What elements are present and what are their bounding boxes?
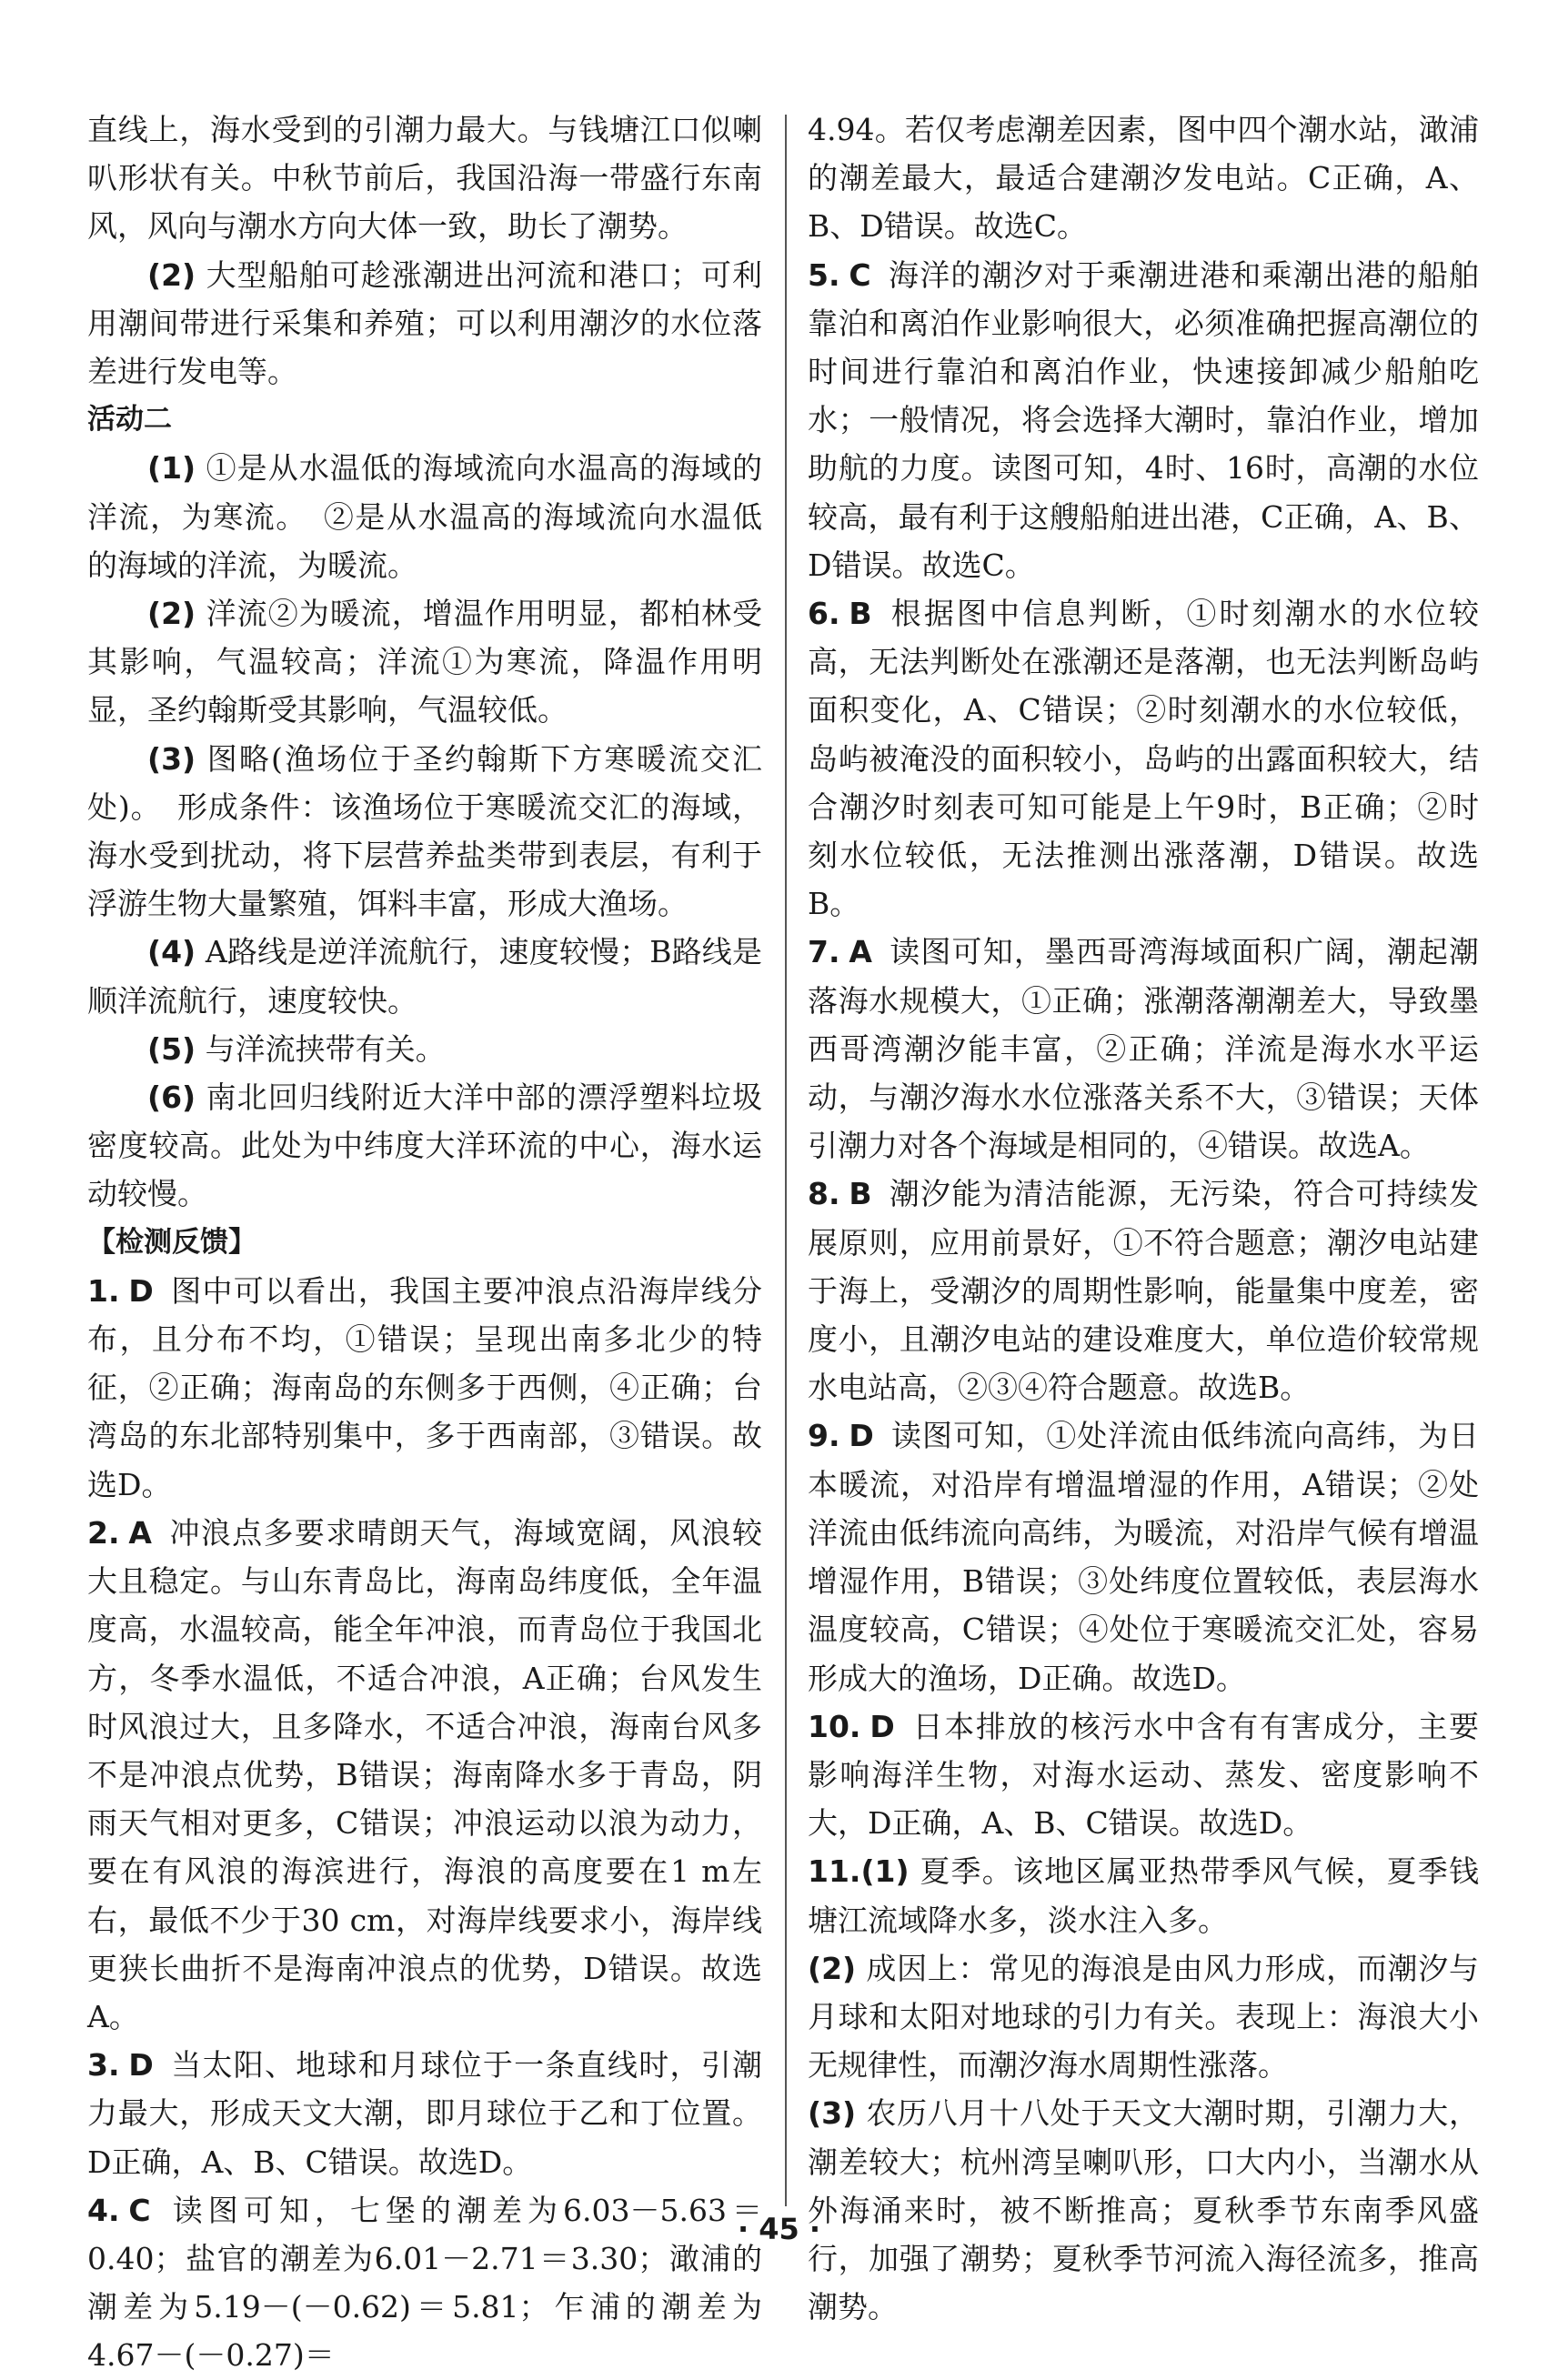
question-answer: 7. A 读图可知，墨西哥湾海域面积广阔，潮起潮落海水规模大，①正确；涨潮落潮潮差大，导致墨西哥湾潮汐能丰富，②正确；洋流是海水水平运动，与潮汐海水水位涨落关系不大，③错误；天体引潮力对各个海域是相同的，④错误。故选A。 [808,934,1479,1164]
paragraph-continuation: 4.94。若仅考虑潮差因素，图中四个潮水站，澉浦的潮差最大，最适合建潮汐发电站。C正确，A、B、D错误。故选C。 [808,112,1479,245]
answer-item: (3) 图略(渔场位于圣约翰斯下方寒暖流交汇处)。 形成条件：该渔场位于寒暖流交汇的海域，海水受到扰动，将下层营养盐类带到表层，有利于浮游生物大量繁殖，饵料丰富，形成大渔场。 [87,740,762,922]
answer-item: (2) 洋流②为暖流，增温作用明显，都柏林受其影响，气温较高；洋流①为寒流，降温作用明显，圣约翰斯受其影响，气温较低。 [87,596,762,728]
question-answer: 6. B 根据图中信息判断，①时刻潮水的水位较高，无法判断处在涨潮还是落潮，也无法判断岛屿面积变化，A、C错误；②时刻潮水的水位较低，岛屿被淹没的面积较小，岛屿的出露面积较大，结合潮汐时刻表可知可能是上午9时，B正确；②时刻水位较低，无法推测出涨落潮，D错误。故选B。 [808,596,1479,922]
question-answer: 1. D 图中可以看出，我国主要冲浪点沿海岸线分布，且分布不均，①错误；呈现出南多北少的特征，②正确；海南岛的东侧多于西侧，④正确；台湾岛的东北部特别集中，多于西南部，③错误。故选D。 [87,1272,762,1502]
question-answer: 3. D 当太阳、地球和月球位于一条直线时，引潮力最大，形成天文大潮，即月球位于乙和丁位置。D正确，A、B、C错误。故选D。 [87,2047,762,2180]
answer-item: (2) 大型船舶可趁涨潮进出河流和港口；可利用潮间带进行采集和养殖；可以利用潮汐的水位落差进行发电等。 [87,256,762,390]
section-heading-feedback: 【检测反馈】 [87,1225,256,1259]
page-number: · 45 · [737,2212,821,2246]
answer-item: (5) 与洋流挟带有关。 [147,1030,446,1067]
answer-item: (2) 成因上：常见的海浪是由风力形成，而潮汐与月球和太阳对地球的引力有关。表现上：海浪大小无规律性，而潮汐海水周期性涨落。 [808,1950,1479,2084]
left-column [87,105,762,2380]
answer-item: (4) A路线是逆洋流航行，速度较慢；B路线是顺洋流航行，速度较快。 [87,934,762,1019]
paragraph-continuation: 直线上，海水受到的引潮力最大。与钱塘江口似喇叭形状有关。中秋节前后，我国沿海一带盛行东南风，风向与潮水方向大体一致，助长了潮势。 [87,112,762,245]
question-answer: 2. A 冲浪点多要求晴朗天气，海域宽阔，风浪较大且稳定。与山东青岛比，海南岛纬度低，全年温度高，水温较高，能全年冲浪，而青岛位于我国北方，冬季水温低，不适合冲浪，A正确；台风发生时风浪过大，且多降水，不适合冲浪，海南台风多不是冲浪点优势，B错误；海南降水多于青岛，阴雨天气相对更多，C错误；冲浪运动以浪为动力，要在有风浪的海滨进行，海浪的高度要在1 m左右，最低不少于30 cm，对海岸线要求小，海岸线更狭长曲折不是海南冲浪点的优势，D错误。故选A。 [87,1514,762,2034]
question-answer: 10. D 日本排放的核污水中含有有害成分，主要影响海洋生物，对海水运动、蒸发、密度影响不大，D正确，A、B、C错误。故选D。 [808,1708,1479,1842]
question-answer: 9. D 读图可知，①处洋流由低纬流向高纬，为日本暖流，对沿岸有增温增湿的作用，A错误；②处洋流由低纬流向高纬，为暖流，对沿岸气候有增温增湿作用，B错误；③处纬度位置较低，表层海水温度较高，C错误；④处位于寒暖流交汇处，容易形成大的渔场，D正确。故选D。 [808,1418,1479,1696]
answer-item: (6) 南北回归线附近大洋中部的漂浮塑料垃圾密度较高。此处为中纬度大洋环流的中心，海水运动较慢。 [87,1080,762,1212]
question-answer: 4. C 读图可知，七堡的潮差为6.03－5.63＝0.40；盐官的潮差为6.01－2.71＝3.30；澉浦的潮差为5.19－(－0.62)＝5.81；乍浦的潮差为4.67－(－0.27)＝ [87,2192,763,2374]
answer-item: (1) ①是从水温低的海域流向水温高的海域的洋流，为寒流。 ②是从水温高的海域流向水温低的海域的洋流，为暖流。 [87,450,762,583]
column-divider [785,115,787,2206]
question-answer: 8. B 潮汐能为清洁能源，无污染，符合可持续发展原则，应用前景好，①不符合题意；潮汐电站建于海上，受潮汐的周期性影响，能量集中度差，密度小，且潮汐电站的建设难度大，单位造价较常规水电站高，②③④符合题意。故选B。 [808,1176,1479,1406]
question-answer: 5. C 海洋的潮汐对于乘潮进港和乘潮出港的船舶靠泊和离泊作业影响很大，必须准确把握高潮位的时间进行靠泊和离泊作业，快速接卸减少船舶吃水；一般情况，将会选择大潮时，靠泊作业，增加助航的力度。读图可知，4时、16时，高潮的水位较高，最有利于这艘船舶进出港，C正确，A、B、D错误。故选C。 [808,256,1479,583]
right-column [808,105,1479,2331]
answer-item: (3) 农历八月十八处于天文大潮时期，引潮力大，潮差较大；杭州湾呈喇叭形，口大内小，当潮水从外海涌来时，被不断推高；夏秋季节东南季风盛行，加强了潮势；夏秋季节河流入海径流多，推高潮势。 [808,2095,1479,2325]
question-answer: 11.(1) 夏季。该地区属亚热带季风气候，夏季钱塘江流域降水多，淡水注入多。 [808,1853,1479,1938]
section-heading-activity-2: 活动二 [87,403,172,437]
